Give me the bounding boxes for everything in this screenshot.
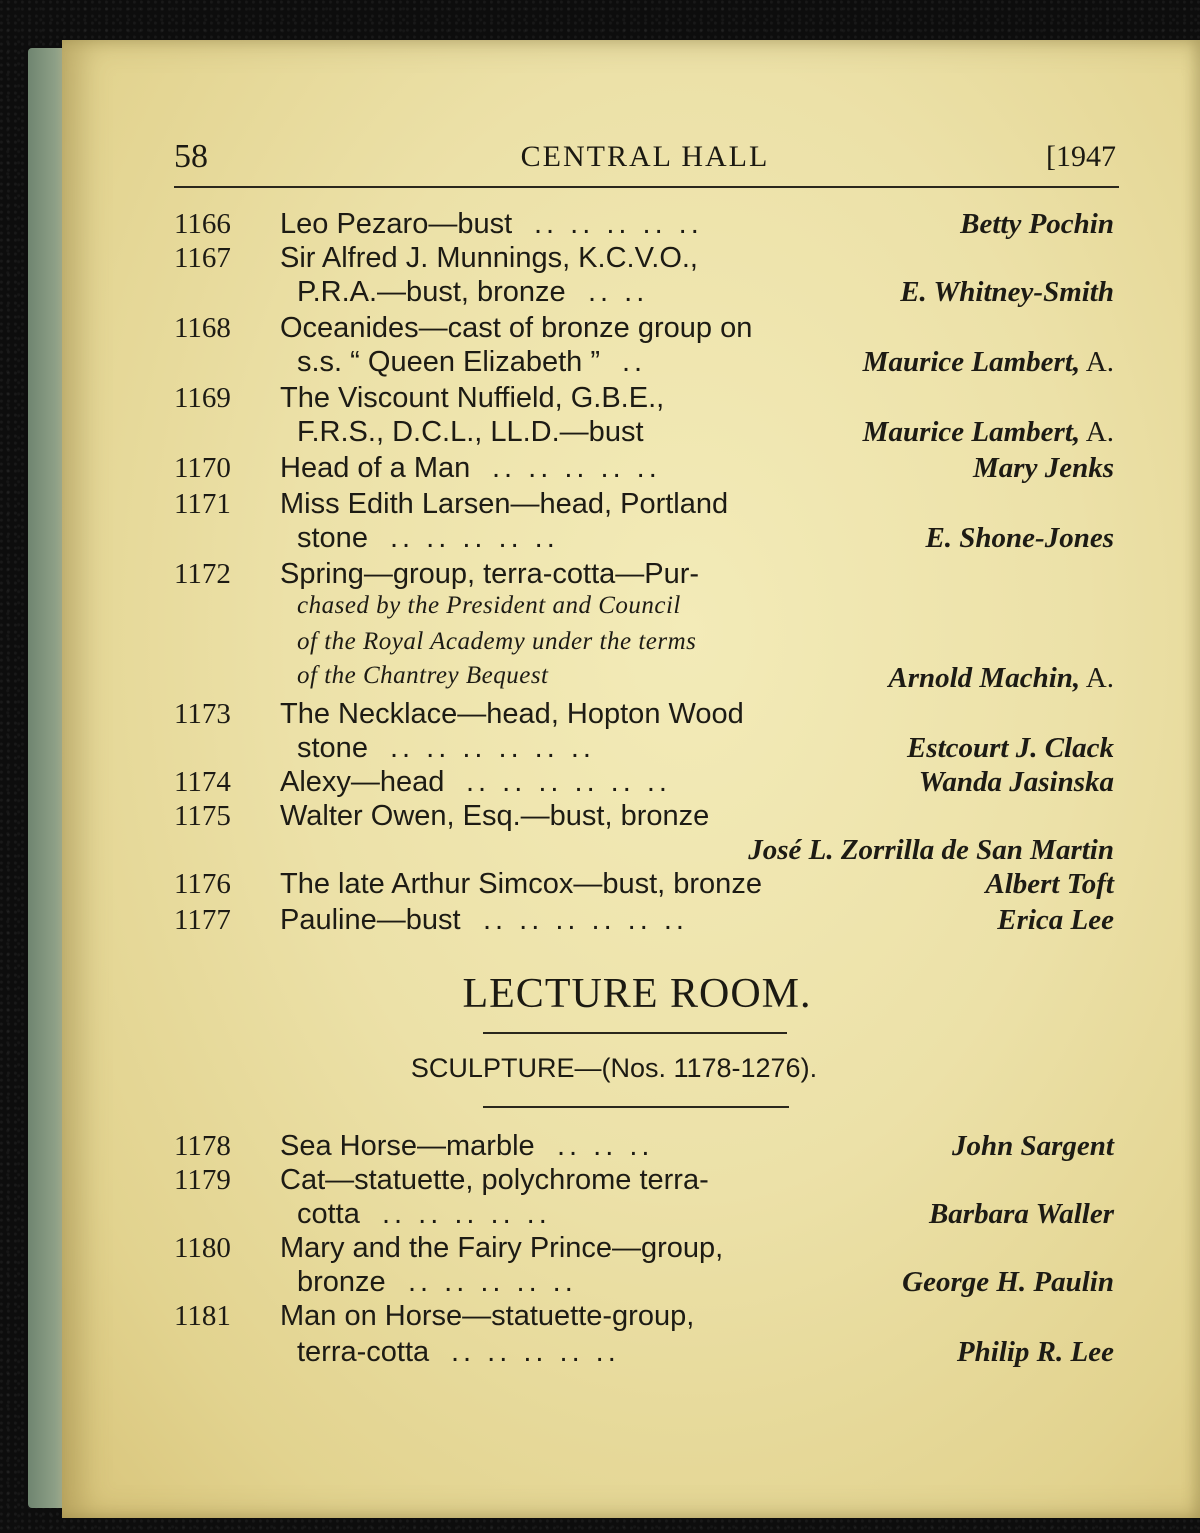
leader-dots: .. .. .. .. .. (408, 1266, 577, 1298)
work-title: Sir Alfred J. Munnings, K.C.V.O., (280, 242, 698, 274)
artist-name-text: Maurice Lambert, (862, 416, 1081, 448)
artist-name (902, 1266, 1114, 1299)
academy-rank: A. (1080, 662, 1114, 694)
leader-dots: .. .. .. .. .. (451, 1336, 620, 1368)
work-title: Head of a Man (280, 452, 471, 484)
artist-name-text: Barbara Waller (928, 1198, 1114, 1230)
work-title: of the Royal Academy under the terms (297, 628, 697, 655)
catalogue-number: 1181 (174, 1300, 231, 1332)
work-title: chased by the President and Council (297, 592, 681, 619)
work-title: P.R.A.—bust, bronze (297, 276, 566, 308)
leader-dots: .. .. .. .. .. (534, 208, 703, 240)
catalogue-line (0, 1232, 1200, 1268)
artist-name (907, 732, 1114, 765)
artist-name (900, 276, 1114, 309)
artist-name-text: George H. Paulin (902, 1266, 1114, 1298)
catalogue-line (0, 834, 1200, 870)
artist-name-text: Arnold Machin, (888, 662, 1081, 694)
artist-name (929, 1198, 1114, 1231)
catalogue-line (0, 766, 1200, 802)
work-title: Cat—statuette, polychrome terra- (280, 1164, 709, 1196)
leader-dots: .. (622, 346, 647, 378)
catalogue-number: 1174 (174, 766, 231, 798)
catalogue-number: 1168 (174, 312, 231, 344)
work-title: Miss Edith Larsen—head, Portland (280, 488, 729, 520)
artist-name-text: Erica Lee (997, 904, 1114, 936)
artist-name-text: Estcourt J. Clack (906, 732, 1114, 764)
leader-dots: .. .. .. (557, 1130, 654, 1162)
artist-name (919, 766, 1114, 799)
artist-name (973, 452, 1114, 485)
catalogue-line (0, 558, 1200, 594)
page-number: 58 (174, 138, 208, 175)
academy-rank: A. (1080, 346, 1114, 378)
catalogue-line (0, 1336, 1200, 1372)
work-title: Man on Horse—statuette-group, (280, 1300, 695, 1332)
catalogue-number: 1173 (174, 698, 231, 730)
work-title: terra-cotta (297, 1336, 430, 1368)
work-title: cotta (297, 1198, 360, 1230)
catalogue-line (0, 346, 1200, 382)
catalogue-number: 1167 (174, 242, 231, 274)
leader-dots: .. .. .. .. .. (390, 522, 559, 554)
artist-name (952, 1130, 1114, 1163)
catalogue-number: 1178 (174, 1130, 231, 1162)
catalogue-number: 1176 (174, 868, 231, 900)
work-title: The late Arthur Simcox—bust, bronze (280, 868, 762, 900)
leader-dots: .. .. .. .. .. (492, 452, 661, 484)
artist-name-text: John Sargent (952, 1130, 1114, 1162)
academy-rank: A. (1080, 416, 1114, 448)
catalogue-number: 1175 (174, 800, 231, 832)
section-title: LECTURE ROOM. (462, 971, 812, 1017)
catalogue-line (0, 522, 1200, 558)
catalogue-number: 1180 (174, 1232, 231, 1264)
artist-name (925, 522, 1114, 555)
work-title: Alexy—head (280, 766, 445, 798)
leader-dots: .. .. (588, 276, 649, 308)
catalogue-line (0, 1130, 1200, 1166)
work-title: Spring—group, terra-cotta—Pur- (280, 558, 700, 590)
catalogue-line (0, 488, 1200, 524)
running-head (174, 138, 1116, 184)
catalogue-line (0, 1198, 1200, 1234)
artist-name (863, 346, 1114, 379)
work-title: bronze (297, 1266, 386, 1298)
year-marker: [1947 (1046, 140, 1116, 173)
artist-name (748, 834, 1114, 867)
artist-name (997, 904, 1114, 937)
leader-dots: .. .. .. .. .. (382, 1198, 551, 1230)
catalogue-number: 1177 (174, 904, 231, 936)
work-title: stone (297, 732, 368, 764)
catalogue-line (0, 662, 1200, 698)
catalogue-line (0, 208, 1200, 244)
artist-name-text: Philip R. Lee (956, 1336, 1114, 1368)
catalogue-line (0, 628, 1200, 664)
work-title: The Necklace—head, Hopton Wood (280, 698, 744, 730)
work-title: of the Chantrey Bequest (297, 662, 549, 689)
section-rule (483, 1106, 789, 1108)
work-title: The Viscount Nuffield, G.B.E., (280, 382, 665, 414)
work-title: Leo Pezaro—bust (280, 208, 513, 240)
work-title: stone (297, 522, 368, 554)
artist-name-text: E. Whitney-Smith (900, 276, 1114, 308)
catalogue-line (0, 1266, 1200, 1302)
catalogue-line (0, 416, 1200, 452)
leader-dots: .. .. .. .. .. .. (466, 766, 671, 798)
catalogue-line (0, 904, 1200, 940)
catalogue-number: 1171 (174, 488, 231, 520)
catalogue-line (0, 698, 1200, 734)
artist-name (960, 208, 1114, 241)
leader-dots: .. .. .. .. .. .. (390, 732, 595, 764)
catalogue-line (0, 592, 1200, 628)
catalogue-number: 1170 (174, 452, 231, 484)
work-title: Sea Horse—marble (280, 1130, 535, 1162)
artist-name-text: Maurice Lambert, (862, 346, 1081, 378)
catalogue-line (0, 1164, 1200, 1200)
catalogue-line (0, 312, 1200, 348)
artist-name (888, 662, 1114, 695)
catalogue-number: 1172 (174, 558, 231, 590)
work-title: Pauline—bust (280, 904, 461, 936)
work-title: Mary and the Fairy Prince—group, (280, 1232, 724, 1264)
page-title: CENTRAL HALL (520, 140, 770, 173)
artist-name (863, 416, 1114, 449)
section-subtitle: SCULPTURE—(Nos. 1178-1276). (410, 1053, 818, 1083)
section-rule (483, 1032, 787, 1034)
catalogue-line (0, 800, 1200, 836)
work-title: Walter Owen, Esq.—bust, bronze (280, 800, 710, 832)
artist-name (985, 868, 1114, 901)
artist-name (957, 1336, 1114, 1369)
work-title: F.R.S., D.C.L., LL.D.—bust (297, 416, 644, 448)
artist-name-text: E. Shone-Jones (925, 522, 1114, 554)
artist-name-text: José L. Zorrilla de San Martin (748, 834, 1114, 866)
catalogue-line (0, 382, 1200, 418)
header-rule (174, 186, 1119, 188)
catalogue-number: 1179 (174, 1164, 231, 1196)
artist-name-text: Mary Jenks (973, 452, 1114, 484)
catalogue-line (0, 868, 1200, 904)
work-title: s.s. “ Queen Elizabeth ” (297, 346, 601, 378)
artist-name-text: Albert Toft (985, 868, 1114, 900)
leader-dots: .. .. .. .. .. .. (483, 904, 688, 936)
catalogue-line (0, 1300, 1200, 1336)
catalogue-line (0, 452, 1200, 488)
catalogue-line (0, 732, 1200, 768)
catalogue-line (0, 242, 1200, 278)
catalogue-number: 1166 (174, 208, 231, 240)
artist-name-text: Betty Pochin (960, 208, 1114, 240)
catalogue-number: 1169 (174, 382, 231, 414)
catalogue-line (0, 276, 1200, 312)
artist-name-text: Wanda Jasinska (918, 766, 1114, 798)
work-title: Oceanides—cast of bronze group on (280, 312, 753, 344)
